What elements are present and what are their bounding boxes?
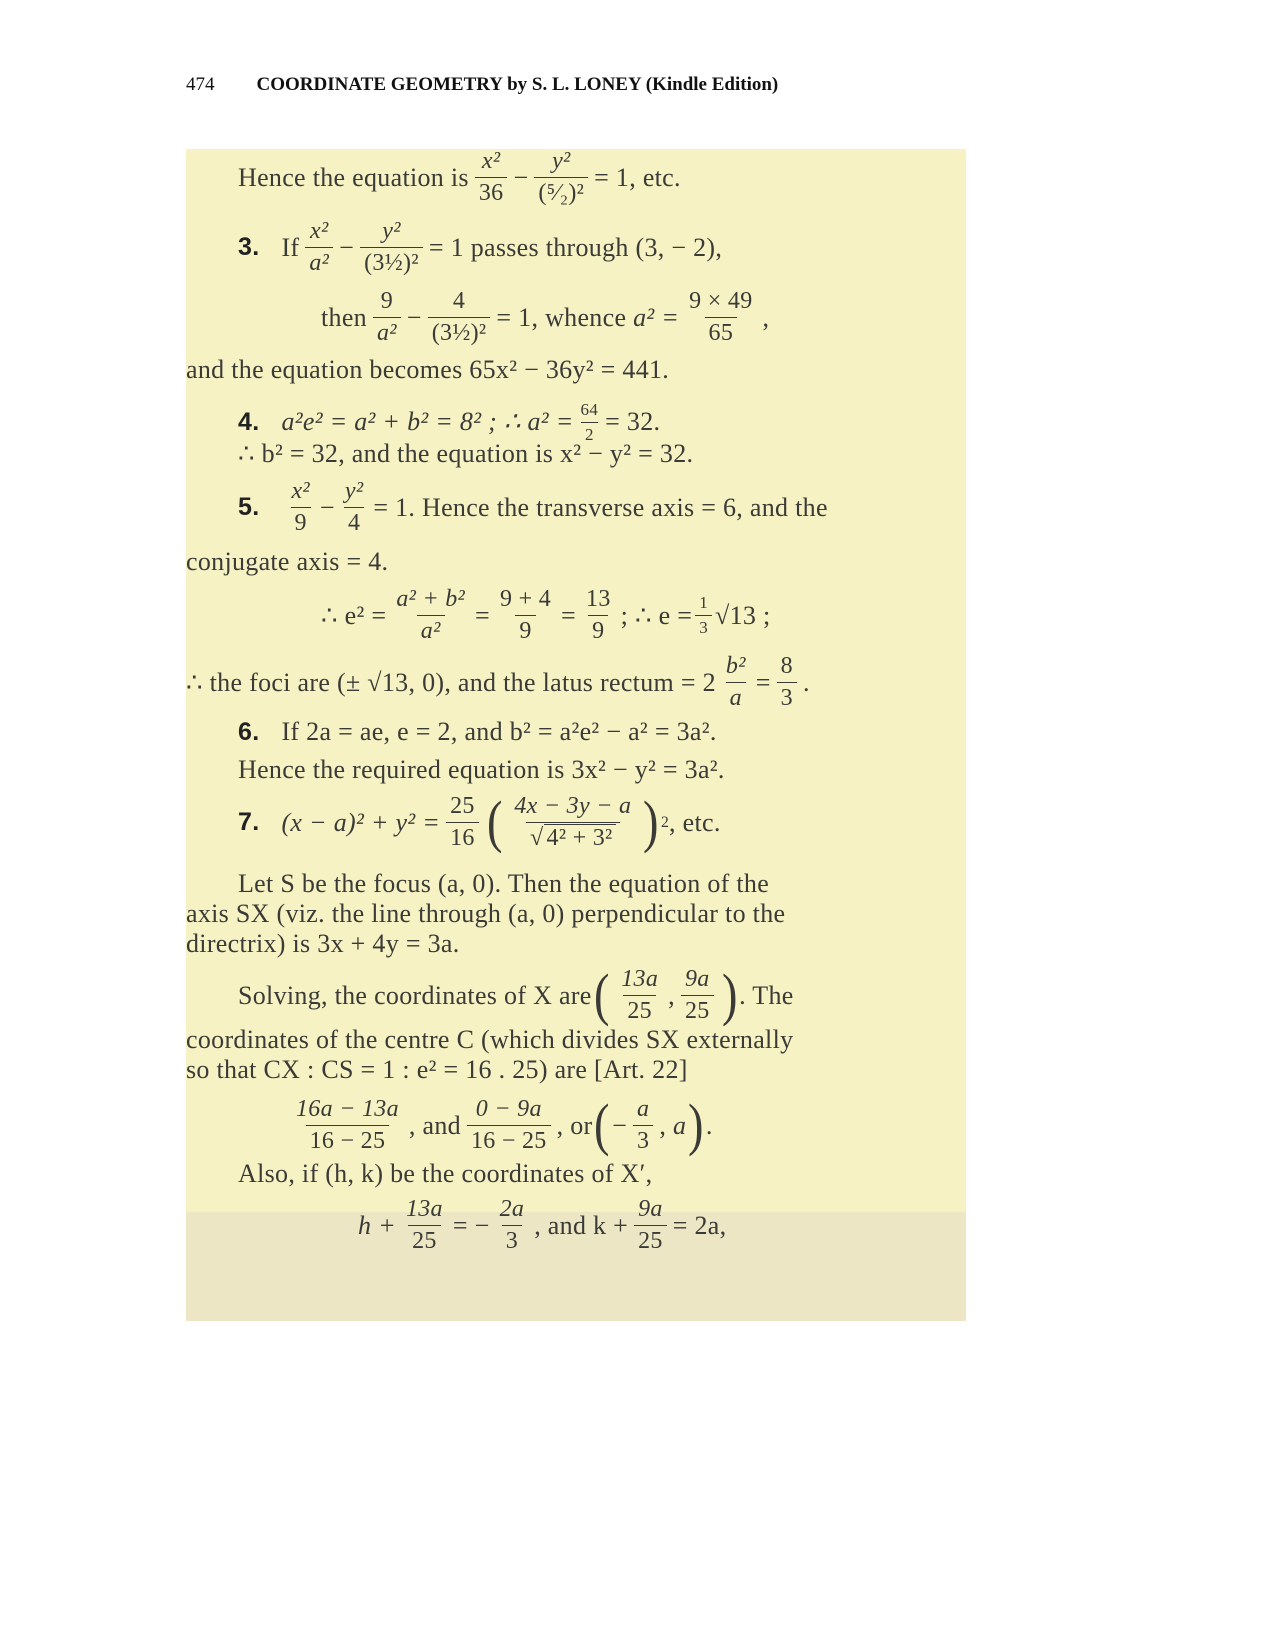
- fraction: $\frac{9a}{25}$: [634, 1197, 667, 1254]
- problem-number: 4.: [238, 407, 260, 436]
- problem-7-line-6: coordinates of the centre C (which divides SX externally: [186, 1025, 794, 1054]
- problem-number: 3.: [238, 233, 260, 262]
- problem-7-line-3: axis SX (viz. the line through (a, 0) perpendicular to the: [186, 899, 786, 928]
- fraction: $\frac{64}{2}$: [580, 400, 599, 444]
- fraction: $\frac{\text{y²}}{\text{(3½)²}}$: [360, 219, 423, 276]
- problem-4-line-1: 4. a²e² = a² + b² = 8² ; ∴ a² = $\frac{64}{2}$ = 32.: [238, 400, 661, 444]
- problem-7-line-9: Also, if (h, k) be the coordinates of X′,: [238, 1159, 653, 1188]
- fraction: $\frac{9}{\text{a²}}$: [373, 289, 401, 346]
- problem-5-line-2: conjugate axis = 4.: [186, 547, 389, 576]
- fraction: $\frac{13}{9}$: [586, 586, 611, 645]
- fraction: $\frac{\text{x²}}{9}$: [291, 478, 310, 537]
- problem-number: 7.: [238, 808, 260, 837]
- problem-number: 6.: [238, 717, 260, 746]
- fraction: $\frac{\text{b²}}{a}$: [725, 653, 746, 712]
- problem-7-line-2: Let S be the focus (a, 0). Then the equation of the: [238, 869, 770, 898]
- fraction: $\frac{\text{x²}}{\text{a²}}$: [305, 219, 333, 276]
- fraction: $\frac{\text{y²}}{\text{(⁵⁄₂)²}}$: [534, 149, 588, 206]
- page-header: [186, 74, 778, 96]
- problem-3-line-2: then $\frac{9}{\text{a²}}$ − $\frac{4}{\text{(3½)²}}$ = 1, whence a² = $\frac{9 \times 49}{65}$ ,: [321, 288, 770, 347]
- fraction: $\frac{9 \times 49}{65}$: [689, 288, 753, 347]
- fraction: $\frac{1}{3}$: [695, 594, 712, 637]
- fraction: $\frac{4}{\text{(3½)²}}$: [428, 289, 491, 346]
- fraction: $\frac{16a - 13a}{16 - 25}$: [296, 1096, 399, 1155]
- problem-3-line-3: and the equation becomes 65x² − 36y² = 441.: [186, 355, 670, 384]
- fraction: $\frac{a}{3}$: [633, 1097, 653, 1154]
- problem-7-line-5: Solving, the coordinates of X are ( $\frac{13a}{25}$ , $\frac{9a}{25}$ ) . The: [238, 962, 794, 1028]
- problem-5-line-3: ∴ e² = $\frac{\text{a² + b²}}{\text{a²}}$ = $\frac{9 + 4}{9}$ = $\frac{13}{9}$ ; ∴ e = $\frac{1}{3}$ √13 ;: [321, 586, 771, 645]
- problem-4-line-2: ∴ b² = 32, and the equation is x² − y² = 32.: [238, 439, 694, 468]
- book-title: COORDINATE GEOMETRY by S. L. LONEY (Kindle Edition): [256, 74, 779, 95]
- fraction: $\frac{9 + 4}{9}$: [500, 586, 552, 645]
- problem-7-line-4: directrix) is 3x + 4y = 3a.: [186, 929, 460, 958]
- text-hence-equation: Hence the equation is: [238, 162, 469, 192]
- problem-7-line-8: $\frac{16a - 13a}{16 - 25}$ , and $\frac{0 - 9a}{16 - 25}$ , or ( − $\frac{a}{3}$ , a ) .: [286, 1097, 713, 1154]
- fraction: $\frac{4x - 3y - a}{\text{√ 4² + 3²}}$: [514, 793, 632, 852]
- fraction: $\frac{2a}{3}$: [499, 1196, 525, 1255]
- page-number: 474: [186, 74, 215, 95]
- problem-7-line-7: so that CX : CS = 1 : e² = 16 . 25) are [Art. 22]: [186, 1055, 688, 1084]
- fraction: $\frac{13a}{25}$: [621, 966, 659, 1025]
- text-etc: = 1, etc.: [594, 162, 681, 192]
- problem-number: 5.: [238, 493, 260, 522]
- scanned-page: [186, 149, 966, 1321]
- fraction: $\frac{\text{y²}}{4}$: [344, 478, 364, 537]
- problem-6-line-1: 6. If 2a = ae, e = 2, and b² = a²e² − a² = 3a².: [238, 717, 717, 746]
- problem-5-line-1: 5. $\frac{\text{x²}}{9}$ − $\frac{\text{y²}}{4}$ = 1. Hence the transverse axis = 6, and the: [238, 478, 828, 537]
- fraction: $\frac{9a}{25}$: [681, 967, 714, 1024]
- problem-5-line-4: ∴ the foci are (± √13, 0), and the latus rectum = 2 $\frac{\text{b²}}{a}$ = $\frac{8}{3}$ .: [186, 653, 810, 712]
- fraction: $\frac{25}{16}$: [446, 794, 479, 851]
- fraction: $\frac{8}{3}$: [777, 654, 797, 711]
- fraction: $\frac{\text{x²}}{36}$: [475, 149, 508, 206]
- problem-6-line-2: Hence the required equation is 3x² − y² = 3a².: [238, 755, 725, 784]
- fraction: $\frac{\text{a² + b²}}{\text{a²}}$: [396, 586, 466, 645]
- problem-7-line-10: h + $\frac{13a}{25}$ = − $\frac{2a}{3}$ , and k + $\frac{9a}{25}$ = 2a,: [358, 1196, 727, 1255]
- equation-line-1: Hence the equation is $\frac{\text{x²}}{36}$ − $\frac{\text{y²}}{\text{(⁵⁄₂)²}}$ = 1, etc.: [238, 148, 681, 207]
- problem-7-line-1: 7. (x − a)² + y² = $\frac{25}{16}$ ( $\frac{4x - 3y - a}{\text{√ 4² + 3²}}$ ) 2 , etc.: [238, 789, 721, 855]
- fraction: $\frac{13a}{25}$: [405, 1196, 443, 1255]
- problem-3-line-1: 3. If $\frac{\text{x²}}{\text{a²}}$ − $\frac{\text{y²}}{\text{(3½)²}}$ = 1 passes through (3, − 2),: [238, 218, 723, 277]
- fraction: $\frac{0 - 9a}{16 - 25}$: [467, 1097, 551, 1154]
